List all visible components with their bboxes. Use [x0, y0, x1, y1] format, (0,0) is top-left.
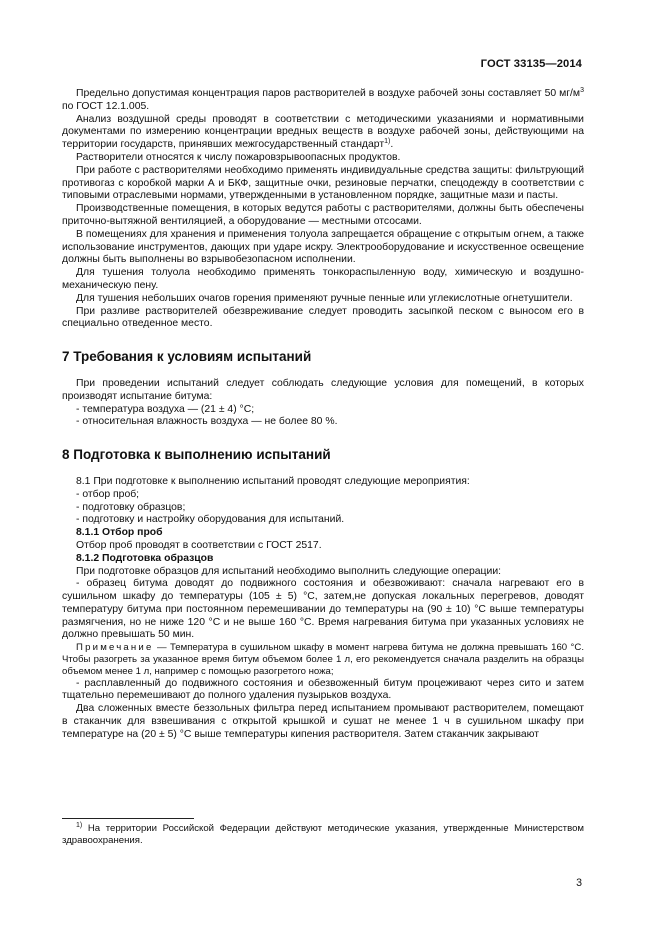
paragraph: При подготовке образцов для испытаний необходимо выполнить следующие операции:	[76, 565, 502, 577]
page-number: 3	[576, 877, 582, 889]
note-text: — Температура в сушильном шкафу в момент нагрева битума не должна превышать 160 °С. Чтобы разогреть за указанное время битум объемом более 1 л, его рекомендуется сначала разделить на образцы объемом менее 1 л, например с помощью разогретого ножа;	[62, 642, 584, 677]
paragraph: 8.1 При подготовке к выполнению испытаний проводят следующие мероприятия:	[76, 475, 470, 487]
list-item: - температура воздуха — (21 ± 4) °С;	[76, 403, 255, 415]
section-7-heading: 7 Требования к условиям испытаний	[62, 349, 312, 365]
standard-number-header: ГОСТ 33135—2014	[480, 58, 582, 70]
paragraph: При разливе растворителей обезвреживание следует проводить засыпкой песком с выносом его в специально отведенное место.	[62, 305, 584, 330]
paragraph: Отбор проб проводят в соответствии с ГОСТ 2517.	[76, 539, 322, 551]
paragraph: В помещениях для хранения и применения толуола запрещается обращение с открытым огнем, а также использование инструментов, дающих при ударе искру. Электрооборудование и искусственное освещение должны быть выполнены во взрывобезопасном исполнении.	[62, 228, 584, 266]
paragraph: При проведении испытаний следует соблюдать следующие условия для помещений, в которых производят испытание битума:	[62, 377, 584, 402]
footnote-mark: 1)	[76, 822, 83, 829]
paragraph: Предельно допустимая концентрация паров растворителей в воздухе рабочей зоны составляет 50 $мг/м^3$ по ГОСТ 12.1.005.	[62, 87, 584, 112]
note	[62, 642, 584, 677]
list-item: - отбор проб;	[76, 488, 140, 500]
paragraph: Два сложенных вместе беззольных фильтра перед испытанием промывают растворителем, помещают в стаканчик для взвешивания с открытой крышкой и сушат не менее 1 ч в сушильном шкафу при температуре на (20 ± 5) °С выше температуры кипения растворителя. Затем стаканчик закрывают	[62, 703, 584, 740]
list-item: - образец битума доводят до подвижного состояния и обезвоживают: сначала нагревают его в сушильном шкафу до температуры (105 ± 5) °С, затем,не допуская локальных перегревов, доводят температуру битума при постоянном перемешивании до температуры на (90 ± 10) °С выше температуры размягчения, но не ниже 120 °С и не выше 160 °С. Время нагревания битума при указанных условиях не должно превышать 50 мин.	[62, 578, 584, 641]
list-item: - подготовку и настройку оборудования для испытаний.	[76, 514, 345, 526]
paragraph: Растворители относятся к числу пожаровзрывоопасных продуктов.	[76, 151, 401, 163]
list-item: - подготовку образцов;	[76, 501, 186, 513]
page-content	[62, 88, 584, 742]
subsection-8-1-2-heading: 8.1.2 Подготовка образцов	[76, 552, 214, 564]
paragraph: Производственные помещения, в которых ведутся работы с растворителями, должны быть обеспечены приточно-вытяжной вентиляцией, а оборудование — местными отсосами.	[62, 203, 584, 227]
list-item: - расплавленный до подвижного состояния и обезвоженный битум процеживают через сито и затем тщательно перемешивают до полного удаления пузырьков воздуха.	[62, 677, 584, 702]
section-8-heading: 8 Подготовка к выполнению испытаний	[62, 447, 331, 463]
footnote-reference: 1)	[384, 138, 391, 146]
paragraph: Для тушения толуола необходимо применять тонкораспыленную воду, химическую и воздушно-механическую пену.	[62, 267, 584, 291]
subsection-8-1-1-heading: 8.1.1 Отбор проб	[76, 527, 163, 539]
footnote: $^{1)}$ На территории Российской Федерации действуют методические указания, утвержденные Министерством здравоохранения.	[62, 822, 584, 846]
paragraph: Для тушения небольших очагов горения применяют ручные пенные или углекислотные огнетушители.	[76, 292, 573, 304]
footnote-divider	[62, 818, 194, 819]
note-label: Примечание	[76, 642, 154, 654]
paragraph: Анализ воздушной среды проводят в соответствии с методическими указаниями и нормативными документами по измерению концентрации вредных веществ в воздухе рабочей зоны, действующими на территории государств, принявших межгосударственный стандарт$^{1)}$.	[62, 113, 584, 151]
paragraph: При работе с растворителями необходимо применять индивидуальные средства защиты: фильтрующий противогаз с коробкой марки А и БКФ, защитные очки, резиновые перчатки, спецодежду в соответствии с типовыми отраслевыми нормами, утвержденными в установленном порядке, защитные мази и пасты.	[62, 164, 584, 202]
list-item: - относительная влажность воздуха — не более 80 %.	[76, 416, 338, 428]
